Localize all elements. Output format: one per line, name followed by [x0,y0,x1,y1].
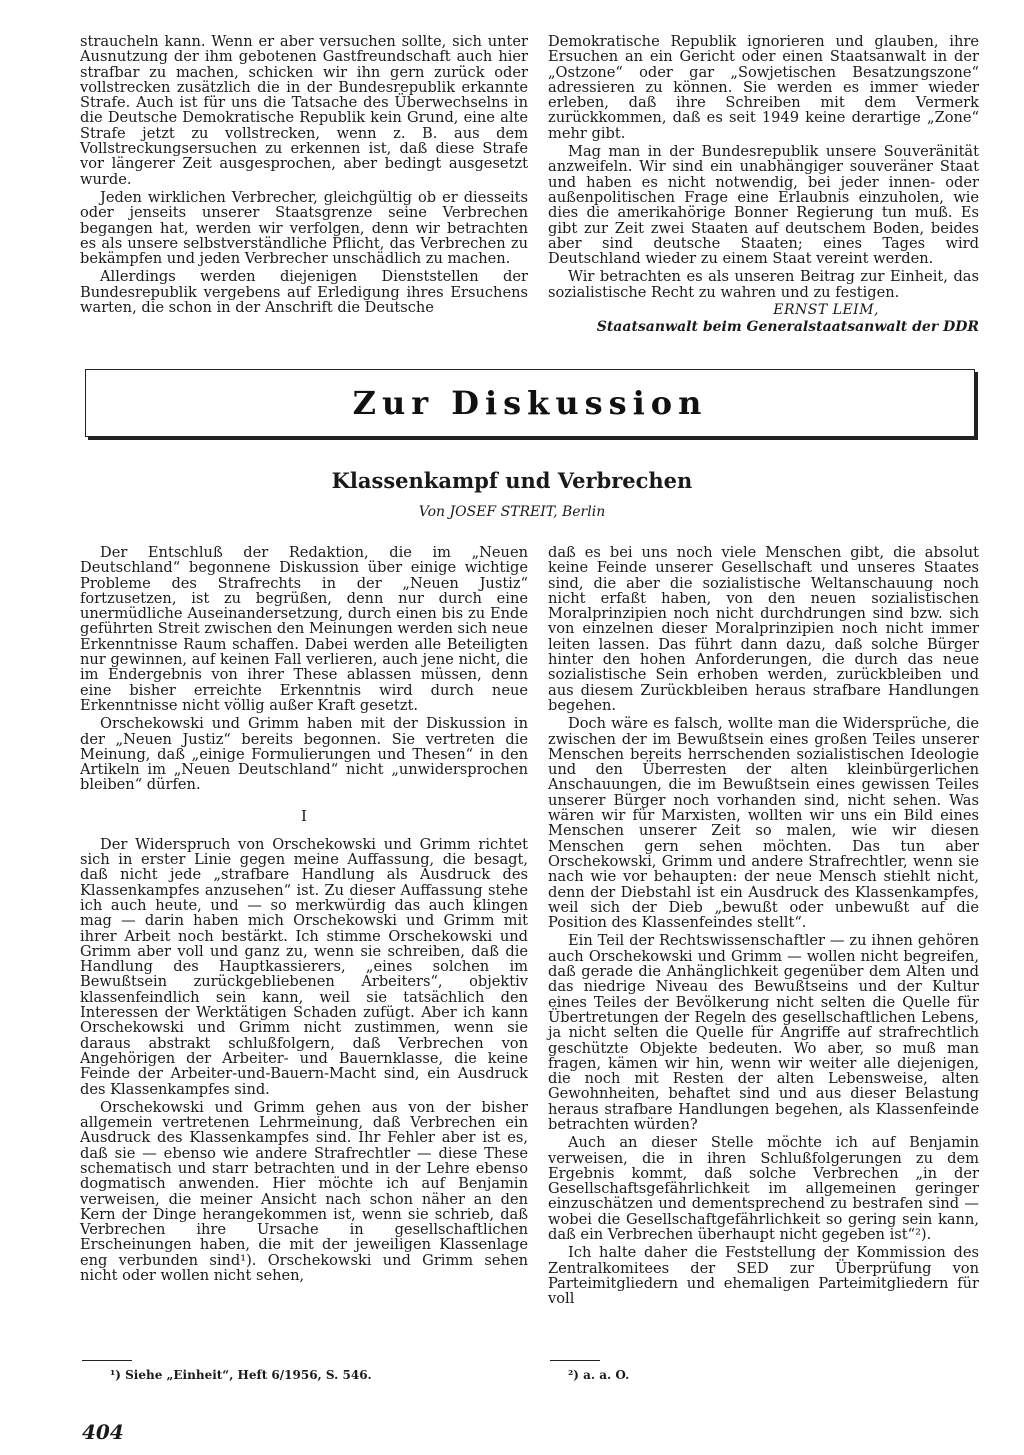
paragraph: Orschekowski und Grimm haben mit der Diskussion in der „Neuen Justiz“ bereits begonnen. Sie vertreten die Meinung, daß „einige Formulierungen und Thesen“ in den Artikeln im „Neuen Deutschland“ nicht „unwidersprochen bleiben“ dürfen. [80,715,528,794]
signature-role: Staatsanwalt beim Generalstaatsanwalt der DDR [596,319,979,336]
article-title: Klassenkampf und Verbrechen [331,468,693,493]
article-left-column [80,545,528,1283]
footnote-left: ¹) Siehe „Einheit“, Heft 6/1956, S. 546. [110,1368,372,1382]
paragraph: Jeden wirklichen Verbrecher, gleichgültig ob er diesseits oder jenseits unserer Staatsgrenze seine Verbrechen begangen hat, werden wir verfolgen, denn wir betrachten es als unsere selbstverständliche Pflicht, das Verbrechen zu bekämpfen und jeden Verbrecher unschädlich zu machen. [80,188,528,268]
paragraph: Allerdings werden diejenigen Dienststellen der Bundesrepublik vergebens auf Erledigung ihres Ersuchens warten, die schon in der Anschrift die Deutsche [80,268,528,317]
section-heading: Zur Diskussion [352,384,708,422]
footnote-rule [82,1360,132,1361]
section-numeral: I [301,806,307,825]
article-right-column [548,545,979,1307]
page-number: 404 [82,1420,124,1444]
paragraph: Wir betrachten es als unseren Beitrag zur Einheit, das sozialistische Recht zu wahren und zu festigen. [548,268,979,301]
paragraph: daß es bei uns noch viele Menschen gibt, die absolut keine Feinde unserer Gesellschaft und unseres Staates sind, die aber die sozialistische Weltanschauung noch nicht erfaßt haben, von den neuen sozialistischen Moralprinzipien noch nicht durchdrungen sind bzw. sich von einzelnen dieser Moralprinzipien noch nicht immer leiten lassen. Das führt dann dazu, daß solche Bürger hinter den hohen Anforderungen, die durch das neue sozialistische Sein erhoben werden, zurückbleiben und aus diesem Zurückbleiben heraus strafbare Handlungen begehen. [548,544,979,714]
paragraph: Ich halte daher die Feststellung der Kommission des Zentralkomitees der SED zur Überprüfung von Parteimitgliedern und ehemaligen Parteimitgliedern für voll [548,1244,979,1308]
paragraph: Orschekowski und Grimm gehen aus von der bisher allgemein vertretenen Lehrmeinung, daß Verbrechen ein Ausdruck des Klassenkampfes sind. Ihr Fehler aber ist es, daß sie — ebenso wie andere Strafrechtler — diese These schematisch und starr betrachten und in der Lehre ebenso dogmatisch anwenden. Hier möchte ich auf Benjamin verweisen, die meiner Ansicht nach schon näher an den Kern der Dinge herangekommen ist, wenn sie schrieb, daß Verbrechen ihre Ursache in gesellschaftlichen Erscheinungen haben, die mit der jeweiligen Klassenlage eng verbunden sind¹). Orschekowski und Grimm sehen nicht oder wollen nicht sehen, [80,1098,528,1285]
paragraph: Der Widerspruch von Orschekowski und Grimm richtet sich in erster Linie gegen meine Auffassung, die besagt, daß nicht jede „strafbare Handlung als Ausdruck des Klassenkampfes anzusehen“ ist. Zu dieser Auffassung stehe ich auch heute, und — so merkwürdig das auch klingen mag — darin haben mich Orschekowski und Grimm mit ihrer Arbeit noch bestärkt. Ich stimme Orschekowski und Grimm aber voll und ganz zu, wenn sie schreiben, daß die Handlung des Hauptkassierers, „eines solchen im Bewußtsein zurückgebliebenen Arbeiters“, objektiv klassenfeindlich sein kann, weil sie tatsächlich den Interessen der Werktätigen Schaden zufügt. Aber ich kann Orschekowski und Grimm nicht zustimmen, wenn sie daraus abstrakt schlußfolgern, daß Verbrechen von Angehörigen der Arbeiter- und Bauernklasse, die keine Feinde der Arbeiter-und-Bauern-Macht sind, ein Ausdruck des Klassenkampfes sind. [80,835,528,1098]
paragraph: Ein Teil der Rechtswissenschaftler — zu ihnen gehören auch Orschekowski und Grimm — wollen nicht begreifen, daß gerade die Anhänglichkeit gegenüber dem Alten und das niedrige Niveau des Bewußtseins und der Kultur eines Teiles der Bevölkerung nicht selten die Quelle für Übertretungen der Regeln des gesellschaftlichen Lebens, ja nicht selten die Quelle für Angriffe auf strafrechtlich geschützte Objekte bedeuten. Wo aber, so muß man fragen, kämen wir hin, wenn wir weiter alle diejenigen, die noch mit Resten der alten Lebensweise, alten Gewohnheiten, behaftet sind und aus dieser Belastung heraus strafbare Handlungen begehen, als Klassenfeinde betrachten würden? [548,932,979,1133]
paragraph: Mag man in der Bundesrepublik unsere Souveränität anzweifeln. Wir sind ein unabhängiger souveräner Staat und haben es nicht notwendig, bei jeder innen- oder außenpolitischen Frage eine Erlaubnis einzuholen, wie dies die amerikahörige Bonner Regierung tun muß. Es gibt zur Zeit zwei Staaten auf deutschem Boden, beides aber sind deutsche Staaten; eines Tages wird Deutschland wieder zu einem Staat vereint werden. [548,143,979,268]
section-heading-box [85,369,975,437]
paragraph: Demokratische Republik ignorieren und glauben, ihre Ersuchen an ein Gericht oder einen Staatsanwalt in der „Ostzone“ oder gar „Sowjetischen Besatzungszone“ adressieren zu können. Sie werden es immer wieder erleben, daß ihre Schreiben mit dem Vermerk zurückkommen, daß es seit 1949 keine derartige „Zone“ mehr gibt. [548,33,979,142]
footnote-rule [550,1360,600,1361]
top-right-column [548,34,979,335]
top-left-column [80,34,528,315]
paragraph: straucheln kann. Wenn er aber versuchen sollte, sich unter Ausnutzung der ihm gebotenen Gastfreundschaft auch hier strafbar zu machen, schicken wir ihn gern zurück oder vollstrecken zusätzlich die in der Bundesrepublik erkannte Strafe. Auch ist für uns die Tatsache des Überwechselns in die Deutsche Demokratische Republik kein Grund, eine alte Strafe jetzt zu vollstrecken, wenn z. B. aus dem Vollstreckungsersuchen zu erkennen ist, daß diese Strafe vor längerer Zeit ausgesprochen, aber bedingt ausgesetzt wurde. [80,33,528,188]
paragraph: Doch wäre es falsch, wollte man die Widersprüche, die zwischen der im Bewußtsein eines großen Teiles unserer Menschen bereits herrschenden sozialistischen Ideologie und den Überresten der alten kleinbürgerlichen Anschauungen, die im Bewußtsein eines gewissen Teiles unserer Bürger noch vorhanden sind, nicht sehen. Was wären wir für Marxisten, wollten wir uns ein Bild eines Menschen unserer Zeit so malen, wie wir diesen Menschen gern sehen möchten. Das tun aber Orschekowski, Grimm und andere Strafrechtler, wenn sie nach wie vor behaupten: der neue Mensch stiehlt nicht, denn der Diebstahl ist ein Ausdruck des Klassenkampfes, weil sich der Dieb „bewußt oder unbewußt auf die Position des Klassenfeindes stellt“. [548,715,979,932]
footnote-right: ²) a. a. O. [568,1368,630,1382]
article-byline: Von JOSEF STREIT, Berlin [418,504,606,520]
signature [548,302,979,335]
signature-name: ERNST LEIM, [773,302,879,319]
paragraph: Der Entschluß der Redaktion, die im „Neuen Deutschland“ begonnene Diskussion über einige wichtige Probleme des Strafrechts in der „Neuen Justiz“ fortzusetzen, ist zu begrüßen, denn nur durch eine unermüdliche Auseinandersetzung, durch einen bis zu Ende geführten Streit zwischen den Meinungen werden sich neue Erkenntnisse Raum schaffen. Dabei werden alle Beteiligten nur gewinnen, auf keinen Fall verlieren, auch jene nicht, die im Endergebnis von ihrer These ablassen müssen, denn eine bisher erreichte Erkenntnis wird durch neue Erkenntnisse nicht völlig außer Kraft gesetzt. [80,544,528,714]
paragraph: Auch an dieser Stelle möchte ich auf Benjamin verweisen, die in ihren Schlußfolgerungen zu dem Ergebnis kommt, daß solche Verbrechen „in der Gesellschaftsgefährlichkeit im allgemeinen geringer einzuschätzen und dementsprechend zu bestrafen sind — wobei die Gesellschaftgefährlichkeit so gering sein kann, daß ein Verbrechen überhaupt nicht gegeben ist“²). [548,1134,979,1244]
